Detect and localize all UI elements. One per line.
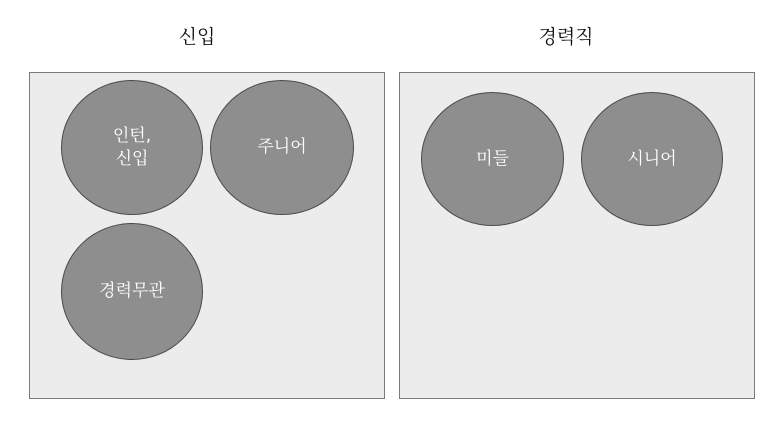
- panel-experienced: [399, 72, 755, 399]
- group-title-new-hire: 신입: [178, 26, 216, 48]
- circle-senior: 시니어: [581, 92, 723, 226]
- panel-new-hire: [29, 72, 385, 399]
- group-title-experienced: 경력직: [538, 26, 594, 48]
- circle-experience-irrelevant: 경력무관: [61, 223, 203, 360]
- circle-middle: 미들: [421, 92, 564, 226]
- circle-junior: 주니어: [210, 80, 354, 215]
- circle-intern-new-hire: 인턴, 신입: [61, 80, 203, 215]
